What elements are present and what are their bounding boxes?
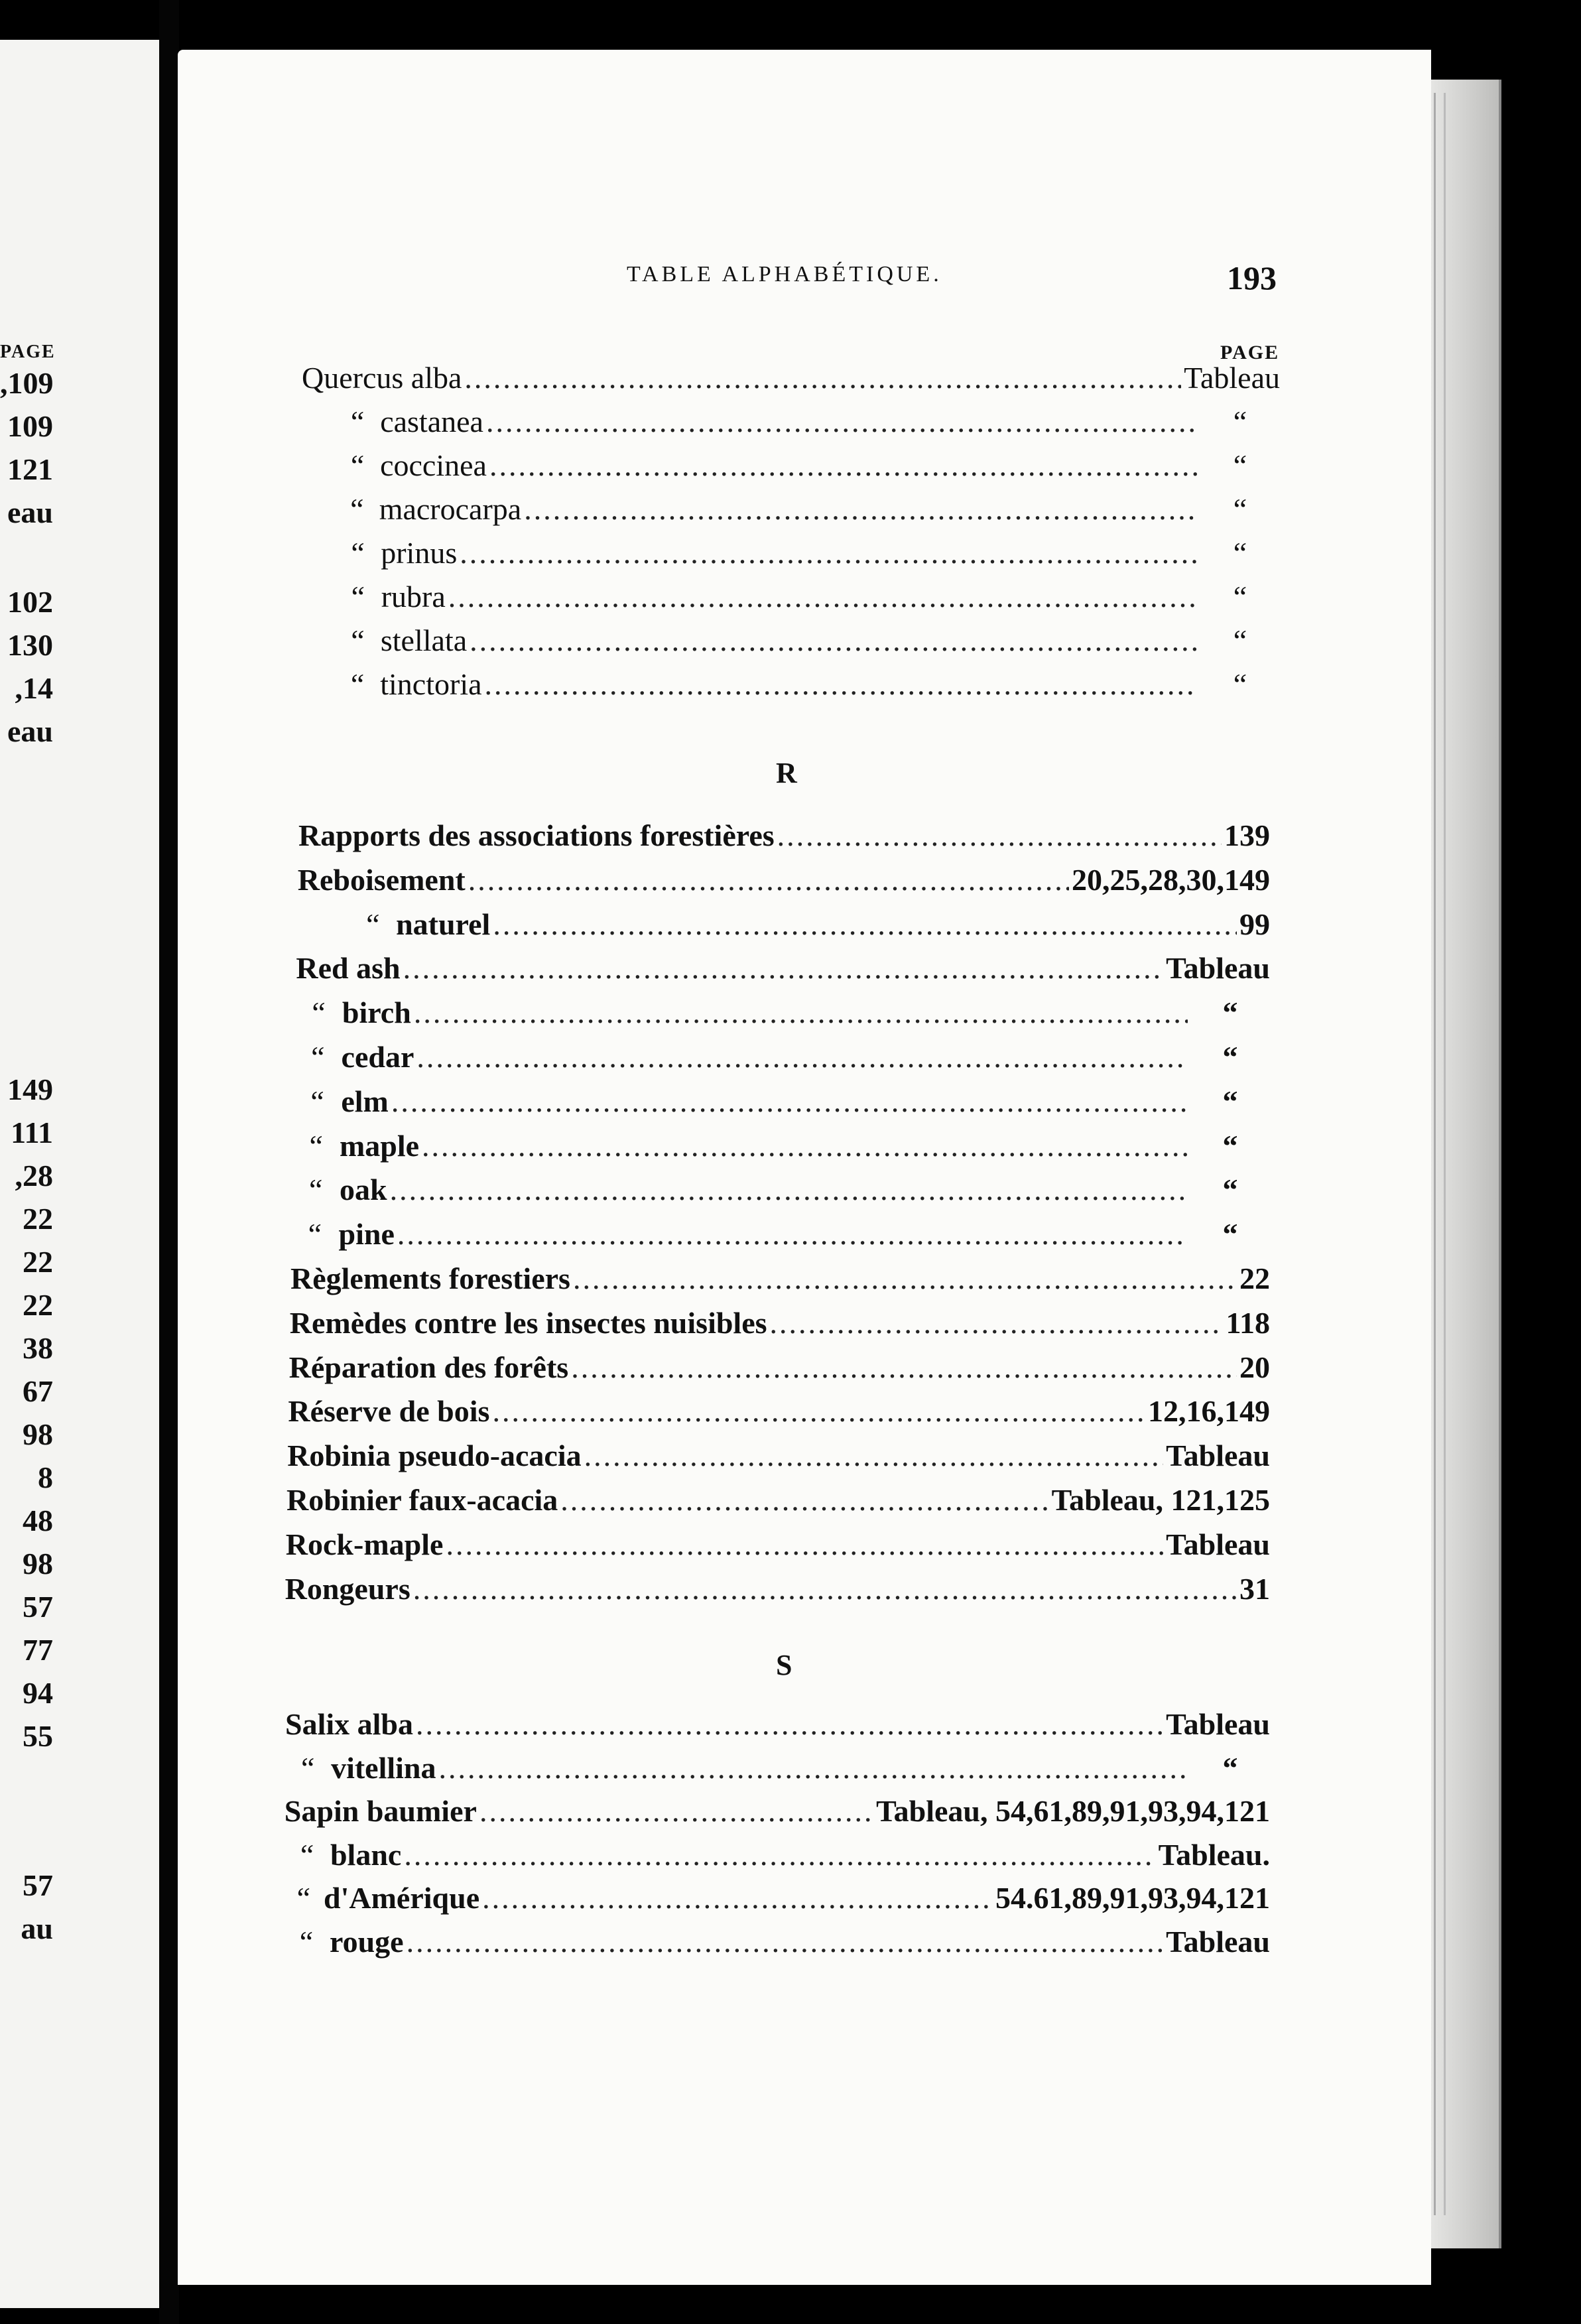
leader-dots — [397, 1214, 1188, 1254]
leader-dots — [414, 993, 1188, 1033]
index-term: Règlements forestiers — [290, 1261, 570, 1295]
previous-page-fragment: 67 — [23, 1376, 53, 1407]
index-entry — [302, 358, 1280, 398]
previous-page-fragment: 130 — [7, 630, 53, 661]
index-entry — [296, 948, 1270, 988]
leader-dots — [486, 402, 1198, 442]
page-reference: Tableau — [1166, 1924, 1270, 1959]
previous-page-fragment: 98 — [23, 1549, 53, 1579]
previous-page-fragment: 22 — [23, 1247, 53, 1277]
leader-dots — [439, 1748, 1188, 1788]
previous-page-fragment: 55 — [23, 1721, 53, 1752]
page-reference: “ — [1233, 580, 1247, 613]
leader-dots — [404, 1835, 1155, 1875]
page-reference: Tableau — [1184, 361, 1280, 395]
ditto-mark: “ — [310, 1084, 324, 1118]
leader-dots — [770, 1303, 1224, 1343]
leader-dots — [584, 1436, 1164, 1476]
page-reference: “ — [1222, 1128, 1238, 1163]
index-entry — [287, 1436, 1270, 1476]
ditto-mark: “ — [301, 1750, 315, 1785]
index-term: blanc — [330, 1837, 402, 1872]
page-reference: Tableau — [1166, 1527, 1270, 1561]
index-entry — [293, 1126, 1270, 1166]
index-entry — [286, 1480, 1270, 1520]
index-term: Sapin baumier — [284, 1794, 477, 1828]
page-reference: 31 — [1239, 1571, 1270, 1606]
leader-dots — [777, 816, 1222, 856]
index-entry — [302, 446, 1280, 485]
ditto-mark: “ — [350, 448, 365, 482]
index-entry — [302, 402, 1280, 442]
page-reference: “ — [1233, 492, 1247, 526]
index-term: oak — [340, 1173, 387, 1207]
page-reference: 54.61,89,91,93,94,121 — [995, 1881, 1270, 1915]
previous-page-fragment: 111 — [11, 1118, 53, 1148]
index-term: Reboisement — [297, 862, 466, 897]
previous-page-fragment: eau — [7, 716, 53, 747]
previous-page-fragment: 77 — [23, 1635, 53, 1665]
ditto-mark: “ — [296, 1881, 311, 1915]
leader-dots — [489, 446, 1198, 485]
index-term: Rongeurs — [285, 1571, 411, 1606]
page-reference: 12,16,149 — [1147, 1394, 1270, 1429]
page-reference: “ — [1222, 1173, 1238, 1207]
previous-page-fragment: ,28 — [15, 1161, 53, 1191]
leader-dots — [468, 860, 1069, 900]
index-term: prinus — [381, 536, 458, 570]
index-term: Robinier faux-acacia — [286, 1483, 558, 1517]
previous-page-fragment: 22 — [23, 1204, 53, 1234]
leader-dots — [482, 1878, 993, 1918]
ditto-mark: “ — [299, 1924, 314, 1959]
index-entry — [285, 1791, 1270, 1831]
page-reference: “ — [1222, 1750, 1238, 1785]
ditto-mark: “ — [311, 1040, 325, 1074]
leader-dots — [464, 358, 1181, 398]
previous-page-fragment: 121 — [7, 454, 53, 485]
leader-dots — [470, 621, 1198, 661]
page-reference: “ — [1233, 536, 1247, 570]
index-entry — [302, 533, 1280, 573]
index-term: stellata — [380, 623, 468, 657]
index-entry — [294, 1082, 1270, 1122]
leader-dots — [560, 1480, 1048, 1520]
index-term: d'Amérique — [324, 1881, 480, 1915]
section-letter: S — [776, 1649, 792, 1681]
page-reference: 20 — [1239, 1350, 1270, 1384]
index-entry — [297, 905, 1270, 944]
index-entry — [302, 489, 1280, 529]
index-term: cedar — [341, 1040, 414, 1074]
previous-page-column-label: PAGE — [0, 342, 56, 362]
index-entry — [290, 1303, 1270, 1343]
page-reference: “ — [1222, 1084, 1238, 1118]
ditto-mark: “ — [366, 907, 380, 941]
running-head: TABLE ALPHABÉTIQUE. — [627, 262, 942, 287]
index-entry — [298, 816, 1270, 856]
index-term: tinctoria — [380, 667, 482, 701]
leader-dots — [416, 1705, 1163, 1744]
ditto-mark: “ — [351, 623, 365, 657]
leader-dots — [390, 1170, 1188, 1210]
index-entry — [302, 665, 1280, 704]
leader-dots — [413, 1569, 1237, 1609]
index-term: coccinea — [380, 448, 487, 482]
page-reference: “ — [1222, 1040, 1238, 1074]
index-entry — [285, 1569, 1270, 1609]
ditto-mark: “ — [350, 492, 364, 526]
index-term: birch — [342, 996, 411, 1030]
index-term: rubra — [381, 580, 446, 613]
index-entry — [283, 1922, 1270, 1962]
ditto-mark: “ — [308, 1173, 323, 1207]
index-entry — [284, 1878, 1270, 1918]
previous-page-fragment: ,109 — [0, 368, 54, 399]
previous-page-fragment: 109 — [7, 411, 53, 442]
index-entry — [288, 1391, 1270, 1431]
previous-page-fragment: 98 — [23, 1419, 53, 1450]
page-reference: “ — [1233, 405, 1247, 438]
page-reference: “ — [1233, 448, 1247, 482]
index-term: macrocarpa — [379, 492, 522, 526]
book-gutter — [159, 0, 179, 2324]
index-term: Quercus alba — [302, 361, 462, 395]
leader-dots — [524, 489, 1198, 529]
page-reference: “ — [1233, 623, 1247, 657]
ditto-mark: “ — [351, 580, 365, 613]
page-reference: Tableau — [1166, 951, 1270, 986]
previous-page-fragment: 22 — [23, 1290, 53, 1321]
section-letter: R — [776, 757, 797, 789]
ditto-mark: “ — [300, 1837, 314, 1872]
page-reference: Tableau, 54,61,89,91,93,94,121 — [876, 1794, 1270, 1828]
ditto-mark: “ — [350, 667, 365, 701]
page-reference: “ — [1222, 1217, 1238, 1252]
page-reference: Tableau, 121,125 — [1051, 1483, 1270, 1517]
index-term: Remèdes contre les insectes nuisibles — [289, 1305, 767, 1340]
previous-page-fragment: 57 — [23, 1870, 53, 1901]
leader-dots — [416, 1037, 1188, 1077]
leader-dots — [485, 665, 1198, 704]
previous-page-fragment: au — [21, 1913, 53, 1944]
leader-dots — [492, 1391, 1145, 1431]
page-reference: 139 — [1224, 818, 1270, 852]
index-entry — [284, 1835, 1270, 1875]
leader-dots — [493, 905, 1237, 944]
previous-page-fragment: 57 — [23, 1592, 53, 1622]
index-entry — [285, 1705, 1270, 1744]
leader-dots — [460, 533, 1198, 573]
index-term: maple — [339, 1128, 420, 1163]
page-reference: 22 — [1239, 1261, 1270, 1295]
page-reference: “ — [1222, 996, 1238, 1030]
index-term: vitellina — [331, 1750, 436, 1785]
leader-dots — [407, 1922, 1164, 1962]
previous-page-fragment: 48 — [23, 1506, 53, 1536]
leader-dots — [573, 1259, 1237, 1299]
index-entry — [289, 1348, 1270, 1388]
leader-dots — [571, 1348, 1237, 1388]
index-entry — [286, 1525, 1270, 1565]
index-term: naturel — [396, 907, 491, 941]
page-reference: Tableau — [1166, 1707, 1270, 1741]
page-column-label: PAGE — [1220, 342, 1280, 363]
index-term: Rock-maple — [285, 1527, 444, 1561]
index-term: Réserve de bois — [288, 1394, 490, 1429]
page-number: 193 — [1227, 259, 1277, 296]
ditto-mark: “ — [308, 1217, 322, 1252]
ditto-mark: “ — [350, 405, 365, 438]
previous-page-fragment: 149 — [7, 1074, 53, 1105]
ditto-mark: “ — [309, 1128, 323, 1163]
index-entry — [294, 1037, 1270, 1077]
ditto-mark: “ — [312, 996, 326, 1030]
index-term: Rapports des associations forestières — [298, 818, 775, 852]
page-reference: 118 — [1226, 1305, 1270, 1340]
index-term: Réparation des forêts — [288, 1350, 569, 1384]
previous-page-fragment: ,14 — [15, 673, 53, 704]
index-entry — [298, 860, 1270, 900]
index-term: pine — [338, 1217, 395, 1252]
page-stack-lines — [1434, 93, 1446, 2215]
index-entry — [290, 1259, 1270, 1299]
leader-dots — [403, 948, 1164, 988]
index-entry — [295, 993, 1270, 1033]
index-term: Red ash — [296, 951, 401, 986]
index-entry — [302, 621, 1280, 661]
previous-page-fragment: 38 — [23, 1333, 53, 1364]
page-reference: 99 — [1239, 907, 1270, 941]
index-entry — [292, 1170, 1270, 1210]
previous-page-fragment: 102 — [7, 587, 53, 617]
previous-page-fragment: eau — [7, 497, 53, 528]
page-reference: 20,25,28,30,149 — [1071, 862, 1270, 897]
index-term: Salix alba — [285, 1707, 414, 1741]
index-entry — [285, 1748, 1270, 1788]
previous-page-fragments — [0, 40, 159, 2308]
leader-dots — [446, 1525, 1163, 1565]
ditto-mark: “ — [351, 536, 365, 570]
page-reference: Tableau. — [1158, 1837, 1270, 1872]
previous-page-fragment: 94 — [23, 1678, 53, 1709]
page-reference: “ — [1233, 667, 1247, 701]
leader-dots — [479, 1791, 873, 1831]
index-term: rouge — [330, 1924, 404, 1959]
leader-dots — [448, 577, 1198, 617]
leader-dots — [422, 1126, 1188, 1166]
previous-page-fragment: 8 — [38, 1462, 53, 1493]
page-reference: Tableau — [1166, 1439, 1270, 1473]
index-entry — [291, 1214, 1270, 1254]
index-term: elm — [341, 1084, 389, 1118]
index-entry — [302, 577, 1280, 617]
index-term: Robinia pseudo-acacia — [287, 1439, 582, 1473]
leader-dots — [391, 1082, 1188, 1122]
previous-page-edge — [0, 40, 159, 2308]
index-term: castanea — [380, 405, 483, 438]
